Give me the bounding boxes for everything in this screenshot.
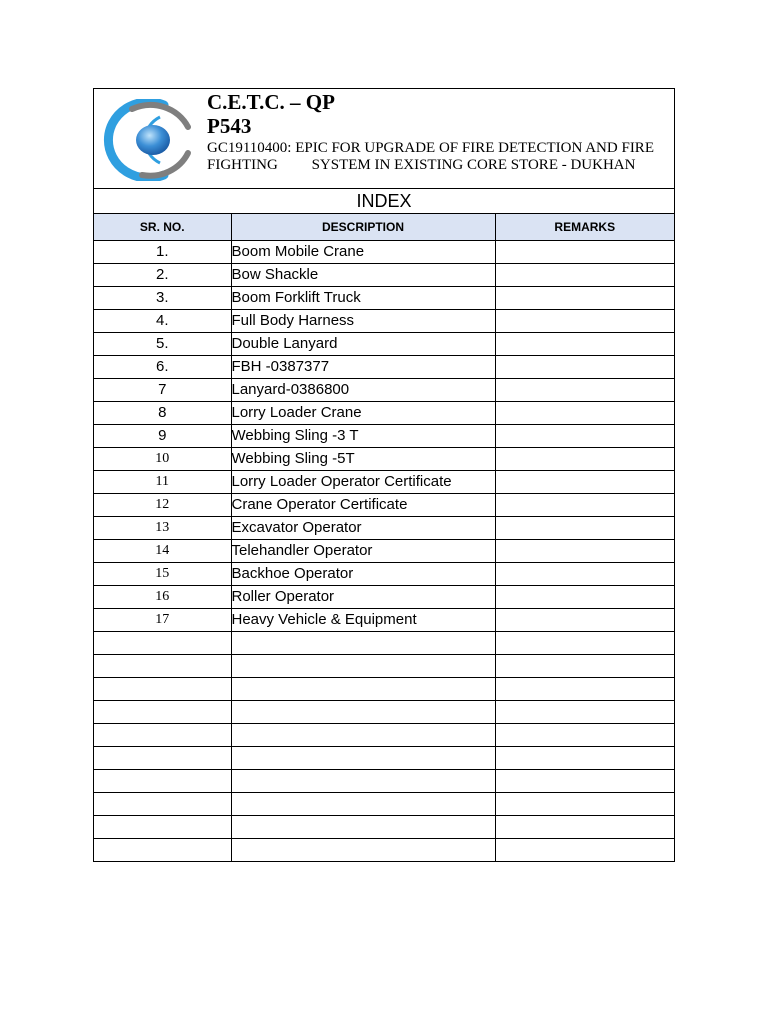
sr-no-cell: 16 xyxy=(94,585,231,608)
description-cell xyxy=(231,631,495,654)
table-row xyxy=(94,838,674,861)
description-cell xyxy=(231,792,495,815)
description-cell: Roller Operator xyxy=(231,585,495,608)
remarks-cell xyxy=(495,355,674,378)
table-row xyxy=(94,378,674,401)
remarks-cell xyxy=(495,332,674,355)
sr-no-cell xyxy=(94,815,231,838)
table-row xyxy=(94,240,674,263)
description-cell: Lorry Loader Operator Certificate xyxy=(231,470,495,493)
description-cell: Boom Forklift Truck xyxy=(231,286,495,309)
description-cell xyxy=(231,654,495,677)
sr-no-cell: 9 xyxy=(94,424,231,447)
cetc-logo-icon xyxy=(102,99,194,181)
remarks-cell xyxy=(495,631,674,654)
remarks-cell xyxy=(495,585,674,608)
remarks-cell xyxy=(495,677,674,700)
sr-no-cell: 7 xyxy=(94,378,231,401)
table-row xyxy=(94,608,674,631)
sr-no-cell xyxy=(94,838,231,861)
table-row xyxy=(94,631,674,654)
table-row xyxy=(94,470,674,493)
description-cell xyxy=(231,838,495,861)
remarks-cell xyxy=(495,654,674,677)
remarks-cell xyxy=(495,562,674,585)
description-cell: Webbing Sling -3 T xyxy=(231,424,495,447)
description-cell: Bow Shackle xyxy=(231,263,495,286)
table-row xyxy=(94,792,674,815)
table-row xyxy=(94,447,674,470)
remarks-cell xyxy=(495,309,674,332)
description-cell xyxy=(231,677,495,700)
index-title: INDEX xyxy=(94,189,674,214)
sr-no-cell xyxy=(94,746,231,769)
table-row xyxy=(94,309,674,332)
remarks-cell xyxy=(495,286,674,309)
table-row xyxy=(94,723,674,746)
description-cell: Lanyard-0386800 xyxy=(231,378,495,401)
remarks-cell xyxy=(495,240,674,263)
table-row xyxy=(94,539,674,562)
company-title: C.E.T.C. – QP P543 xyxy=(207,90,334,138)
table-row xyxy=(94,286,674,309)
remarks-cell xyxy=(495,447,674,470)
table-row xyxy=(94,401,674,424)
table-row xyxy=(94,263,674,286)
remarks-cell xyxy=(495,769,674,792)
table-row xyxy=(94,562,674,585)
remarks-cell xyxy=(495,401,674,424)
index-sheet xyxy=(93,88,675,862)
description-cell: Crane Operator Certificate xyxy=(231,493,495,516)
remarks-cell xyxy=(495,746,674,769)
table-row xyxy=(94,424,674,447)
sr-no-cell: 11 xyxy=(94,470,231,493)
remarks-cell xyxy=(495,700,674,723)
description-cell: Webbing Sling -5T xyxy=(231,447,495,470)
description-cell: Backhoe Operator xyxy=(231,562,495,585)
description-cell xyxy=(231,700,495,723)
description-cell: Double Lanyard xyxy=(231,332,495,355)
description-cell: Boom Mobile Crane xyxy=(231,240,495,263)
table-row xyxy=(94,585,674,608)
sr-no-cell: 17 xyxy=(94,608,231,631)
sr-no-cell xyxy=(94,631,231,654)
table-row xyxy=(94,677,674,700)
description-cell xyxy=(231,746,495,769)
table-row xyxy=(94,654,674,677)
remarks-cell xyxy=(495,815,674,838)
column-header-remarks: REMARKS xyxy=(495,214,674,240)
column-header-sr-no: SR. NO. xyxy=(94,214,231,240)
sr-no-cell xyxy=(94,769,231,792)
sr-no-cell xyxy=(94,700,231,723)
document-header xyxy=(94,89,674,189)
remarks-cell xyxy=(495,424,674,447)
remarks-cell xyxy=(495,263,674,286)
sr-no-cell: 6. xyxy=(94,355,231,378)
sr-no-cell: 3. xyxy=(94,286,231,309)
remarks-cell xyxy=(495,838,674,861)
project-title: GC19110400: EPIC FOR UPGRADE OF FIRE DETECTION AND FIRE FIGHTING SYSTEM IN EXISTING CORE STORE - DUKHAN xyxy=(207,140,658,173)
sr-no-cell: 1. xyxy=(94,240,231,263)
table-row xyxy=(94,332,674,355)
sr-no-cell xyxy=(94,792,231,815)
remarks-cell xyxy=(495,378,674,401)
description-cell xyxy=(231,815,495,838)
column-header-description: DESCRIPTION xyxy=(231,214,495,240)
sr-no-cell xyxy=(94,677,231,700)
remarks-cell xyxy=(495,723,674,746)
remarks-cell xyxy=(495,539,674,562)
description-cell xyxy=(231,723,495,746)
sr-no-cell: 2. xyxy=(94,263,231,286)
sr-no-cell: 12 xyxy=(94,493,231,516)
table-row xyxy=(94,700,674,723)
remarks-cell xyxy=(495,516,674,539)
description-cell xyxy=(231,769,495,792)
index-table xyxy=(94,214,674,861)
table-row xyxy=(94,769,674,792)
description-cell: Telehandler Operator xyxy=(231,539,495,562)
description-cell: Full Body Harness xyxy=(231,309,495,332)
sr-no-cell: 5. xyxy=(94,332,231,355)
sr-no-cell: 8 xyxy=(94,401,231,424)
sr-no-cell: 13 xyxy=(94,516,231,539)
description-cell: Lorry Loader Crane xyxy=(231,401,495,424)
remarks-cell xyxy=(495,493,674,516)
remarks-cell xyxy=(495,792,674,815)
sr-no-cell: 4. xyxy=(94,309,231,332)
table-header-row xyxy=(94,214,674,240)
header-text-block xyxy=(207,89,666,174)
table-row xyxy=(94,746,674,769)
description-cell: Heavy Vehicle & Equipment xyxy=(231,608,495,631)
description-cell: Excavator Operator xyxy=(231,516,495,539)
table-row xyxy=(94,516,674,539)
table-row xyxy=(94,355,674,378)
table-row xyxy=(94,493,674,516)
table-row xyxy=(94,815,674,838)
sr-no-cell xyxy=(94,654,231,677)
sr-no-cell: 14 xyxy=(94,539,231,562)
sr-no-cell: 15 xyxy=(94,562,231,585)
sr-no-cell: 10 xyxy=(94,447,231,470)
remarks-cell xyxy=(495,470,674,493)
sr-no-cell xyxy=(94,723,231,746)
remarks-cell xyxy=(495,608,674,631)
description-cell: FBH -0387377 xyxy=(231,355,495,378)
